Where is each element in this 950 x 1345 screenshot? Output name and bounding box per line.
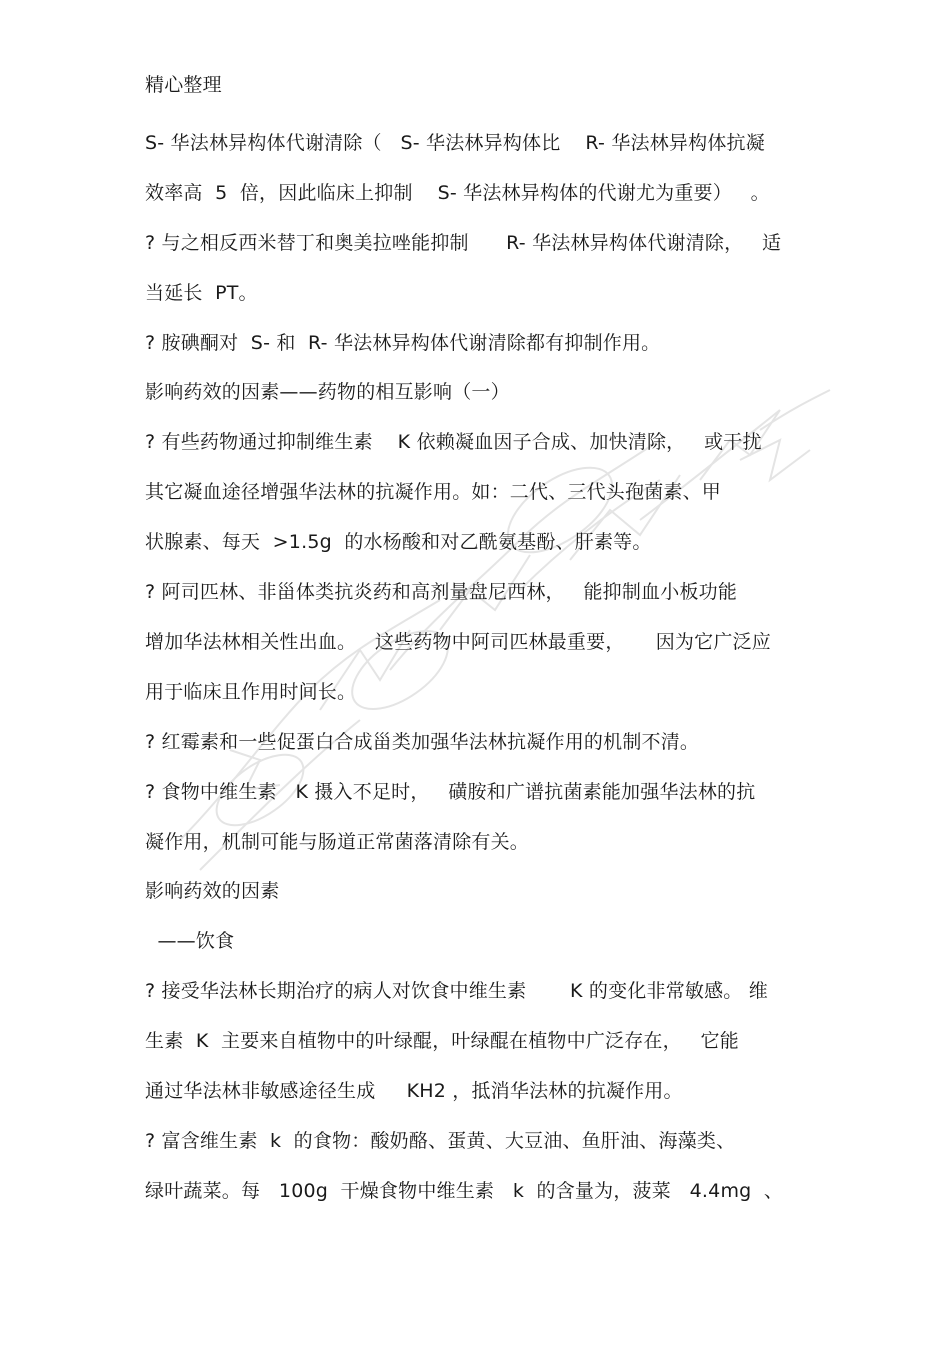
- body-line: 绿叶蔬菜。每 100g 干燥食物中维生素 k 的含量为，菠菜 4.4mg 、: [145, 1180, 784, 1202]
- body-line: 生素 K 主要来自植物中的叶绿醌，叶绿醌在植物中广泛存在， 它能: [145, 1030, 739, 1052]
- body-line: S- 华法林异构体代谢清除（ S- 华法林异构体比 R- 华法林异构体抗凝: [145, 132, 765, 154]
- body-line: 状腺素、每天 >1.5g 的水杨酸和对乙酰氨基酚、肝素等。: [145, 531, 652, 553]
- section-heading: 影响药效的因素——药物的相互影响（一）: [145, 381, 510, 403]
- body-line: 其它凝血途径增强华法林的抗凝作用。如：二代、三代头孢菌素、甲: [145, 481, 722, 503]
- body-line: ? 与之相反西米替丁和奥美拉唑能抑制 R- 华法林异构体代谢清除， 适: [145, 232, 782, 254]
- body-line: 当延长 PT。: [145, 282, 258, 304]
- body-line: ? 接受华法林长期治疗的病人对饮食中维生素 K 的变化非常敏感。 维: [145, 980, 768, 1002]
- body-line: 效率高 5 倍，因此临床上抑制 S- 华法林异构体的代谢尤为重要） 。: [145, 182, 770, 204]
- body-line: ? 红霉素和一些促蛋白合成甾类加强华法林抗凝作用的机制不清。: [145, 731, 700, 753]
- body-line: ? 有些药物通过抑制维生素 K 依赖凝血因子合成、加快清除， 或干扰: [145, 431, 762, 453]
- body-line: ? 富含维生素 k 的食物：酸奶酪、蛋黄、大豆油、鱼肝油、海藻类、: [145, 1130, 736, 1152]
- body-line: ? 食物中维生素 K 摄入不足时， 磺胺和广谱抗菌素能加强华法林的抗: [145, 781, 756, 803]
- page-header: 精心整理: [145, 74, 222, 96]
- body-line: ? 胺碘酮对 S- 和 R- 华法林异构体代谢清除都有抑制作用。: [145, 332, 661, 354]
- body-line: 用于临床且作用时间长。: [145, 681, 357, 703]
- section-subheading: ——饮食: [145, 930, 235, 952]
- body-line: ? 阿司匹林、非甾体类抗炎药和高剂量盘尼西林， 能抑制血小板功能: [145, 581, 738, 603]
- section-heading: 影响药效的因素: [145, 880, 280, 902]
- body-line: 凝作用，机制可能与肠道正常菌落清除有关。: [145, 831, 530, 853]
- body-line: 通过华法林非敏感途径生成 KH2 ，抵消华法林的抗凝作用。: [145, 1080, 683, 1102]
- body-line: 增加华法林相关性出血。 这些药物中阿司匹林最重要， 因为它广泛应: [145, 631, 771, 653]
